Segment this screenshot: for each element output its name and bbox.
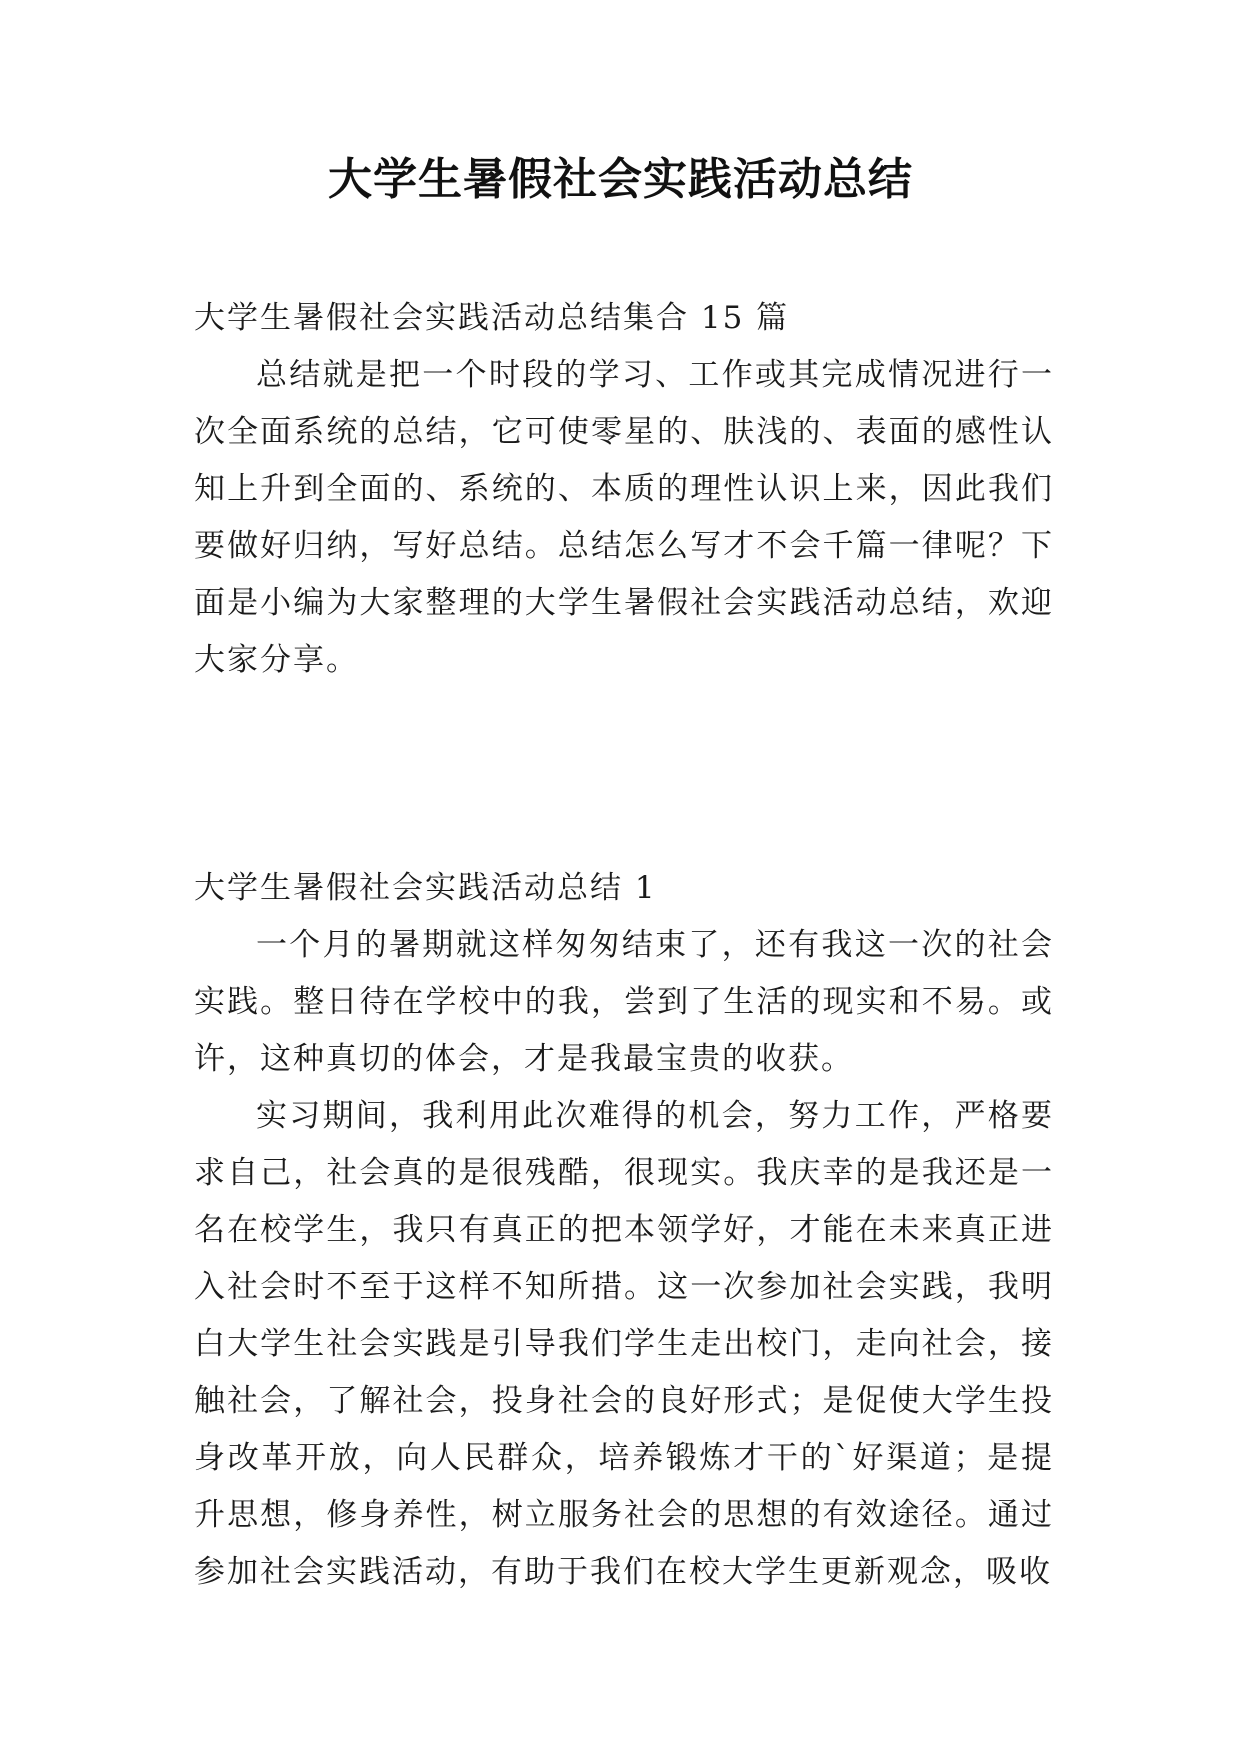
intro-paragraph: 总结就是把一个时段的学习、工作或其完成情况进行一次全面系统的总结，它可使零星的、肤浅的、表面的感性认知上升到全面的、系统的、本质的理性认识上来，因此我们要做好归纳，写好总结。总结怎么写才不会千篇一律呢？下面是小编为大家整理的大学生暑假社会实践活动总结，欢迎大家分享。 [194,357,1054,678]
document-body [194,290,1054,1601]
section-spacer [194,689,1054,860]
section-1-paragraph: 一个月的暑期就这样匆匆结束了，还有我这一次的社会实践。整日待在学校中的我，尝到了生活的现实和不易。或许，这种真切的体会，才是我最宝贵的收获。 [194,927,1054,1077]
collection-heading: 大学生暑假社会实践活动总结集合 15 篇 [194,300,790,336]
section-1-paragraph: 实习期间，我利用此次难得的机会，努力工作，严格要求自己，社会真的是很残酷，很现实。我庆幸的是我还是一名在校学生，我只有真正的把本领学好，才能在未来真正进入社会时不至于这样不知所措。这一次参加社会实践，我明白大学生社会实践是引导我们学生走出校门，走向社会，接触社会，了解社会，投身社会的良好形式；是促使大学生投身改革开放，向人民群众，培养锻炼才干的`好渠道；是提升思想，修身养性，树立服务社会的思想的有效途径。通过参加社会实践活动，有助于我们在校大学生更新观念，吸收 [194,1098,1054,1590]
document-title: 大学生暑假社会实践活动总结 [328,154,913,205]
section-1-heading: 大学生暑假社会实践活动总结 1 [194,870,657,906]
